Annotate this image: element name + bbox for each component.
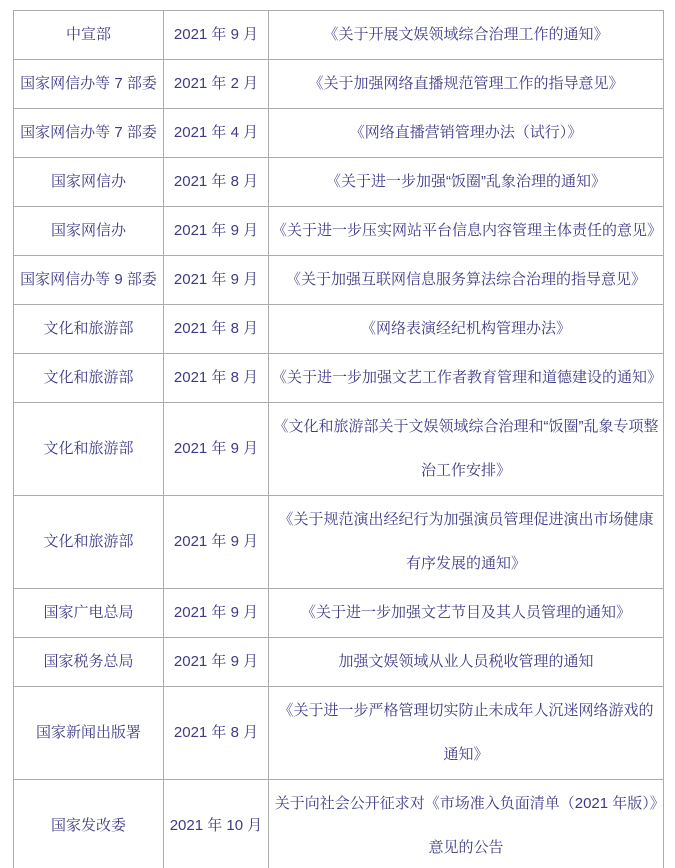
table-row xyxy=(14,109,664,158)
issuing-org-cell: 国家网信办等 9 部委 xyxy=(14,256,164,305)
document-title-cell: 《关于进一步加强“饭圈”乱象治理的通知》 xyxy=(269,158,664,207)
issuing-org-cell: 国家网信办等 7 部委 xyxy=(14,109,164,158)
document-title-cell: 《网络直播营销管理办法（试行）》 xyxy=(269,109,664,158)
document-title-cell: 关于向社会公开征求对《市场准入负面清单（2021 年版）》意见的公告 xyxy=(269,780,664,868)
date-cell: 2021 年 8 月 xyxy=(164,687,269,780)
issuing-org-cell: 国家新闻出版署 xyxy=(14,687,164,780)
document-title-cell: 《关于开展文娱领域综合治理工作的通知》 xyxy=(269,11,664,60)
table-row xyxy=(14,780,664,868)
policy-table-body xyxy=(14,11,664,868)
issuing-org-cell: 国家税务总局 xyxy=(14,638,164,687)
date-cell: 2021 年 8 月 xyxy=(164,354,269,403)
document-title-cell: 《网络表演经纪机构管理办法》 xyxy=(269,305,664,354)
issuing-org-cell: 文化和旅游部 xyxy=(14,305,164,354)
document-title-cell: 《关于进一步加强文艺工作者教育管理和道德建设的通知》 xyxy=(269,354,664,403)
table-row xyxy=(14,403,664,496)
date-cell: 2021 年 10 月 xyxy=(164,780,269,868)
document-title-cell: 《关于进一步加强文艺节目及其人员管理的通知》 xyxy=(269,589,664,638)
issuing-org-cell: 国家广电总局 xyxy=(14,589,164,638)
date-cell: 2021 年 9 月 xyxy=(164,256,269,305)
table-row xyxy=(14,256,664,305)
document-title-cell: 《文化和旅游部关于文娱领域综合治理和“饭圈”乱象专项整治工作安排》 xyxy=(269,403,664,496)
table-row xyxy=(14,496,664,589)
table-row xyxy=(14,305,664,354)
document-title-cell: 《关于规范演出经纪行为加强演员管理促进演出市场健康有序发展的通知》 xyxy=(269,496,664,589)
document-title-cell: 《关于加强网络直播规范管理工作的指导意见》 xyxy=(269,60,664,109)
date-cell: 2021 年 9 月 xyxy=(164,403,269,496)
date-cell: 2021 年 4 月 xyxy=(164,109,269,158)
date-cell: 2021 年 9 月 xyxy=(164,207,269,256)
document-title-cell: 《关于加强互联网信息服务算法综合治理的指导意见》 xyxy=(269,256,664,305)
date-cell: 2021 年 9 月 xyxy=(164,496,269,589)
issuing-org-cell: 国家网信办等 7 部委 xyxy=(14,60,164,109)
document-title-cell: 《关于进一步严格管理切实防止未成年人沉迷网络游戏的通知》 xyxy=(269,687,664,780)
table-row xyxy=(14,11,664,60)
table-row xyxy=(14,207,664,256)
document-title-cell: 加强文娱领域从业人员税收管理的通知 xyxy=(269,638,664,687)
table-row xyxy=(14,60,664,109)
issuing-org-cell: 文化和旅游部 xyxy=(14,354,164,403)
document-title-cell: 《关于进一步压实网站平台信息内容管理主体责任的意见》 xyxy=(269,207,664,256)
issuing-org-cell: 国家网信办 xyxy=(14,158,164,207)
table-row xyxy=(14,158,664,207)
date-cell: 2021 年 8 月 xyxy=(164,305,269,354)
issuing-org-cell: 文化和旅游部 xyxy=(14,496,164,589)
date-cell: 2021 年 9 月 xyxy=(164,638,269,687)
issuing-org-cell: 国家发改委 xyxy=(14,780,164,868)
table-row xyxy=(14,687,664,780)
issuing-org-cell: 文化和旅游部 xyxy=(14,403,164,496)
issuing-org-cell: 国家网信办 xyxy=(14,207,164,256)
date-cell: 2021 年 9 月 xyxy=(164,589,269,638)
table-row xyxy=(14,589,664,638)
policy-table xyxy=(13,10,664,868)
table-row xyxy=(14,638,664,687)
date-cell: 2021 年 2 月 xyxy=(164,60,269,109)
table-row xyxy=(14,354,664,403)
issuing-org-cell: 中宣部 xyxy=(14,11,164,60)
date-cell: 2021 年 9 月 xyxy=(164,11,269,60)
date-cell: 2021 年 8 月 xyxy=(164,158,269,207)
